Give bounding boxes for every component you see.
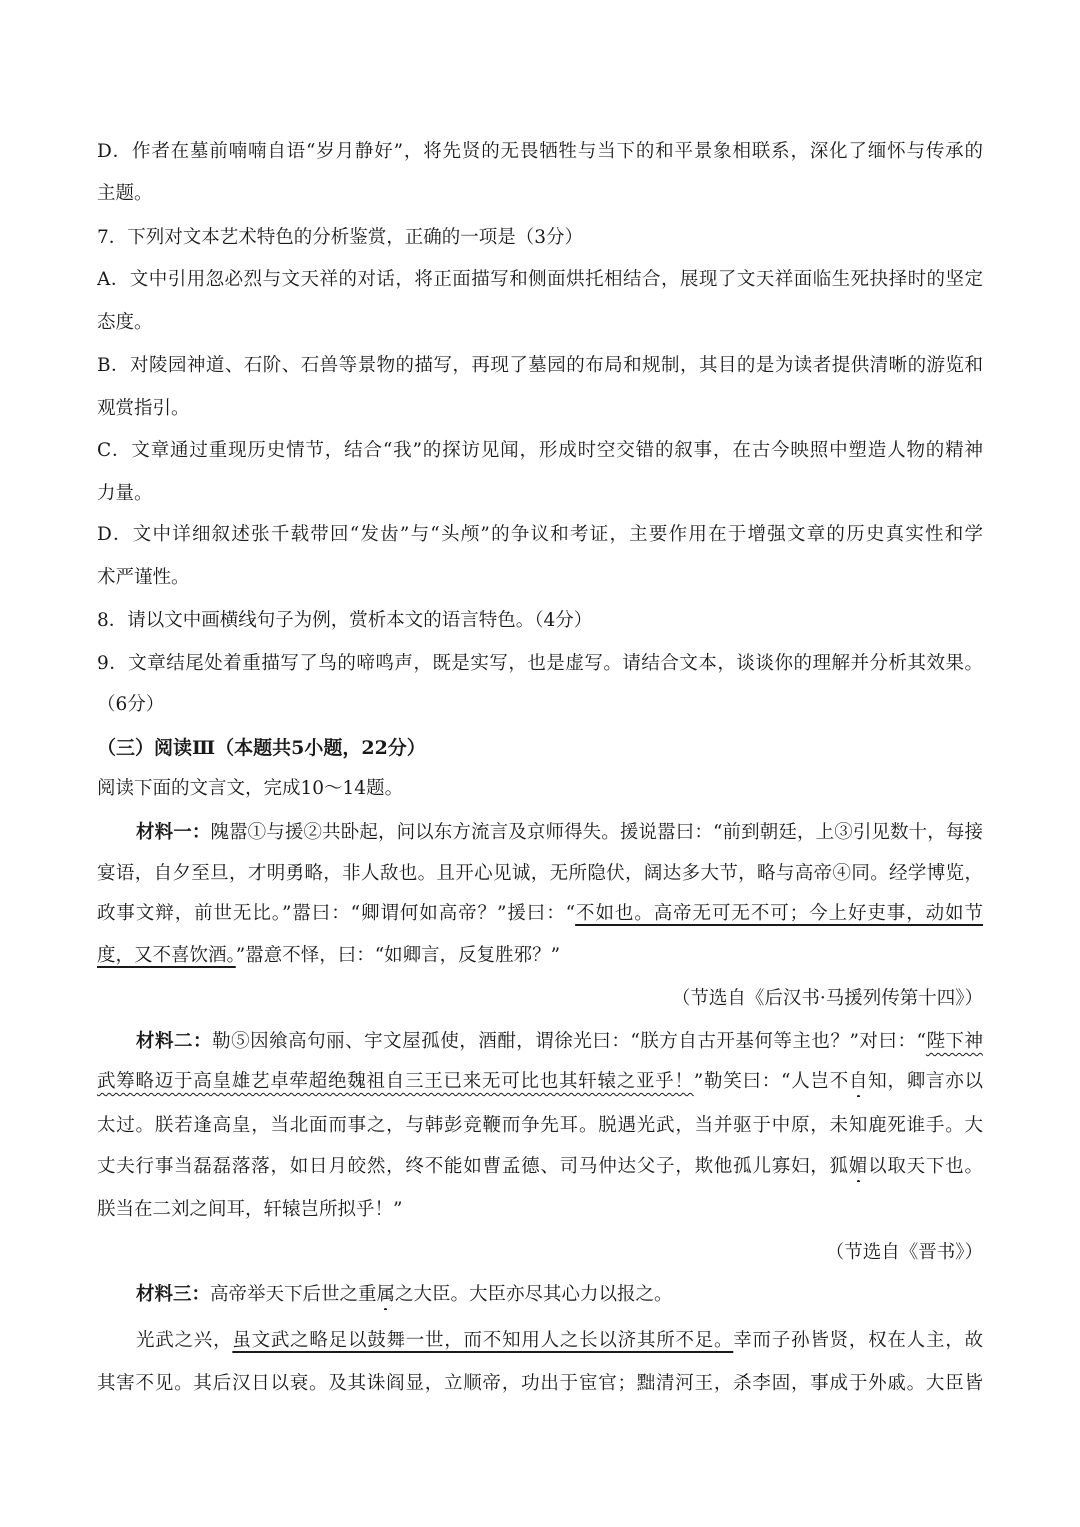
material2-text: 勒⑤因飨高句丽、宇文屋孤使，酒酣，谓徐光曰：“朕方自古开基何等主也？”对曰：“ [212, 1031, 926, 1052]
dotted-char-zi: 自 [848, 1071, 869, 1092]
q7-option-b-line1: B．对陵园神道、石阶、石兽等景物的描写，再现了墓园的布局和规制，其目的是为读者提供清晰的游览和 [97, 355, 983, 376]
material2-line4 [97, 1154, 983, 1182]
material2-line4-text-a: 丈夫行事当磊磊落落，如日月皎然，终不能如曹孟德、司马仲达父子，欺他孤儿寡妇，狐 [97, 1156, 849, 1177]
q7-option-a-line1: A．文中引用忽必烈与文天祥的对话，将正面描写和侧面烘托相结合，展现了文天祥面临生死抉择时的坚定 [97, 269, 983, 290]
q9-stem-line2: （6分） [97, 694, 165, 715]
material1-source: （节选自《后汉书·马援列传第十四》） [671, 988, 983, 1009]
material2-line3: 太过。朕若逢高皇，当北面而事之，与韩彭竞鞭而争先耳。脱遇光武，当并驱于中原，未知鹿死谁手。大 [97, 1115, 983, 1136]
material2-label: 材料二： [136, 1031, 213, 1052]
material2-line2-text-b: 知，卿言亦以 [868, 1071, 983, 1092]
material1-line2: 宴语，自夕至旦，才明勇略，非人敌也。且开心见诚，无所隐伏，阔达多大节，略与高帝④同。经学博览， [97, 863, 983, 884]
material3-line2 [136, 1328, 983, 1356]
material1-line3-text: 政事文辩，前世无比。”嚣曰：“卿谓何如高帝？”援曰：“ [97, 903, 576, 924]
q8-stem: 8．请以文中画横线句子为例，赏析本文的语言特色。（4分） [97, 610, 593, 631]
q6-option-d-line1: D．作者在墓前喃喃自语“岁月静好”，将先贤的无畏牺牲与当下的和平景象相联系，深化了缅怀与传承的 [97, 141, 983, 162]
q7-option-c-line2: 力量。 [97, 483, 153, 504]
section-intro: 阅读下面的文言文，完成10～14题。 [97, 778, 404, 799]
material2-line4-text-b: 以取天下也。 [868, 1156, 983, 1177]
q7-option-d-line2: 术严谨性。 [97, 567, 190, 588]
wavy-underline-part2: 武筹略迈于高皇雄艺卓荦超绝魏祖自三王已来无可比也其轩辕之亚乎！ [97, 1071, 694, 1092]
material3-line2-text-a: 光武之兴， [136, 1330, 233, 1351]
material1-line3 [97, 901, 983, 929]
q7-option-c-line1: C．文章通过重现历史情节，结合“我”的探访见闻，形成时空交错的叙事，在古今映照中塑造人物的精神 [97, 440, 983, 461]
dotted-char-shu: 属 [376, 1284, 396, 1305]
q7-option-a-line2: 态度。 [97, 312, 153, 333]
material3-line3: 其害不见。其后汉日以衰。及其诛阎显，立顺帝，功出于宦官；黜清河王，杀李固，事成于外戚。大臣皆 [97, 1373, 983, 1394]
material3-text-b: 之大臣。大臣亦尽其心力以报之。 [395, 1284, 673, 1305]
material2-source: （节选自《晋书》） [825, 1242, 983, 1263]
material3-line2-text-b: 幸而子孙皆贤，权在人主，故 [733, 1330, 983, 1351]
section-heading: （三）阅读Ⅲ（本题共5小题，22分） [97, 737, 426, 759]
material2-line2-text-a: ”勒笑曰：“人岂不 [693, 1071, 849, 1092]
dotted-char-mei: 媚 [848, 1156, 869, 1177]
q9-stem-line1: 9．文章结尾处着重描写了鸟的啼鸣声，既是实写，也是虚写。请结合文本，谈谈你的理解并分析其效果。 [97, 653, 983, 674]
q7-stem: 7．下列对文本艺术特色的分析鉴赏，正确的一项是（3分） [97, 227, 584, 248]
material1-text: 隗嚣①与援②共卧起，问以东方流言及京师得失。援说嚣曰：“前到朝廷，上③引见数十，每接 [210, 822, 983, 843]
wavy-underline-part1: 陛下神 [925, 1031, 983, 1052]
underlined-sentence-material3: 虽文武之略足以鼓舞一世，而不知用人之长以济其所不足。 [232, 1330, 734, 1351]
material3-label: 材料三： [136, 1284, 211, 1305]
material1-label: 材料一： [136, 822, 211, 843]
material1-line4 [97, 943, 983, 971]
q7-option-b-line2: 观赏指引。 [97, 398, 190, 419]
material2-line2 [97, 1069, 983, 1097]
material3-line1 [136, 1282, 983, 1310]
material1-line4-text: ”嚣意不怿，曰：“如卿言，反复胜邪？” [235, 945, 561, 966]
q7-option-d-line1: D．文中详细叙述张千载带回“发齿”与“头颅”的争议和考证，主要作用在于增强文章的历史真实性和学 [97, 524, 983, 545]
q6-option-d-line2: 主题。 [97, 183, 153, 204]
material1-line1 [136, 820, 983, 848]
underlined-sentence-part1: 不如也。高帝无可无不可；今上好吏事，动如节 [575, 903, 983, 924]
underlined-sentence-part2: 度，又不喜饮酒。 [97, 945, 236, 966]
material2-line5: 朕当在二刘之间耳，轩辕岂所拟乎！” [97, 1199, 403, 1220]
material2-line1 [136, 1029, 983, 1057]
material3-text-a: 高帝举天下后世之重 [210, 1284, 377, 1305]
